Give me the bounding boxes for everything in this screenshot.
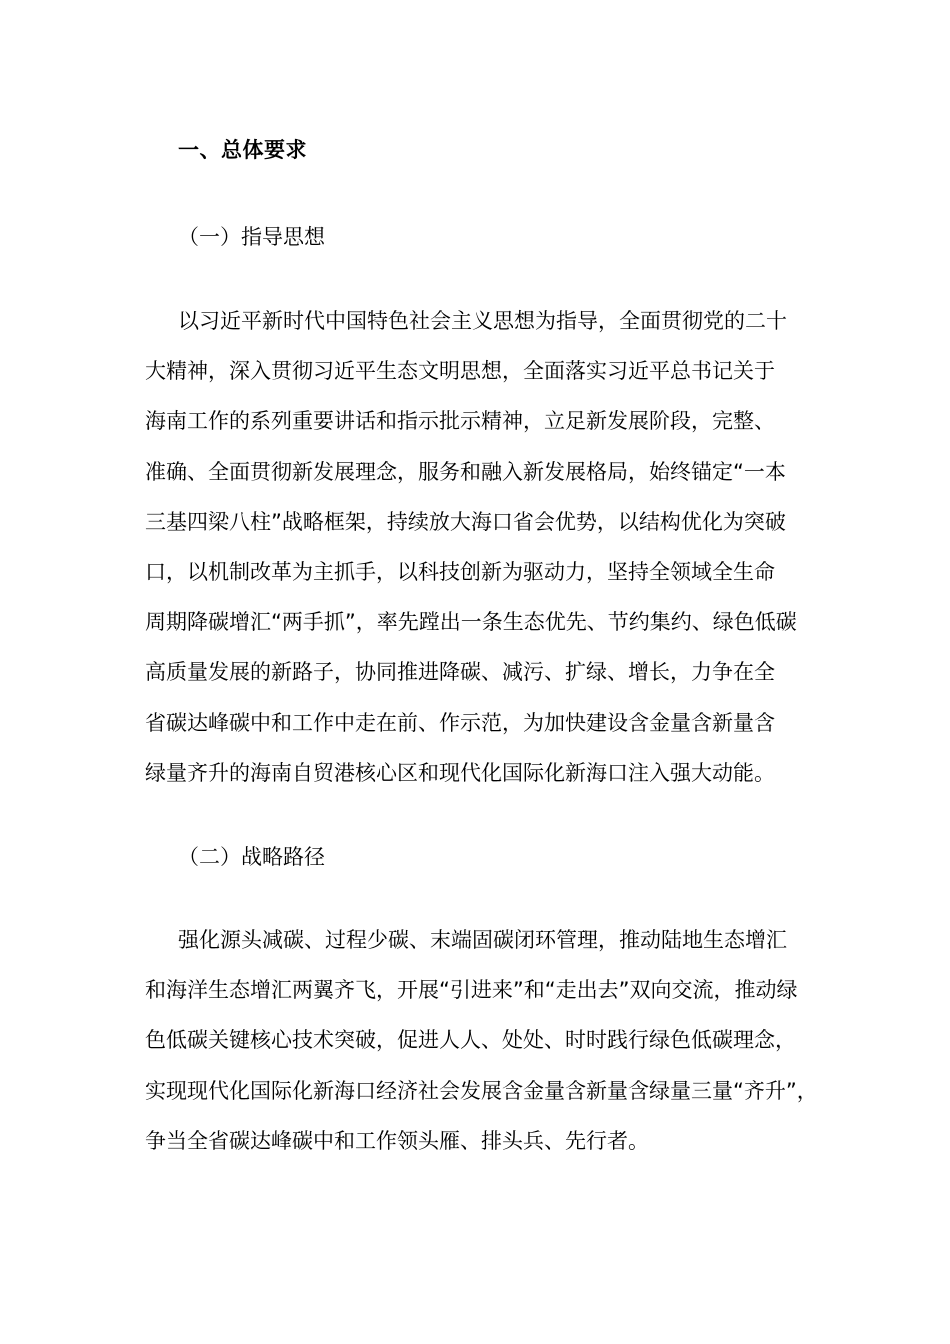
- text-line: 和海洋生态增汇两翼齐飞，开展“引进来”和“走出去”双向交流，推动绿: [145, 978, 798, 1003]
- text-line: 绿量齐升的海南自贸港核心区和现代化国际化新海口注入强大动能。: [145, 760, 775, 785]
- paragraph-guiding-ideology: [145, 296, 835, 798]
- paragraph-strategic-path: [145, 915, 835, 1166]
- text-line: 口，以机制改革为主抓手，以科技创新为驱动力，坚持全领域全生命: [145, 559, 775, 584]
- subsection-heading-strategic-path: （二）战略路径: [178, 845, 325, 869]
- text-line: 准确、全面贯彻新发展理念，服务和融入新发展格局，始终锚定“一本: [145, 459, 786, 484]
- subsection-heading-guiding-ideology: （一）指导思想: [178, 225, 325, 249]
- text-line: 高质量发展的新路子，协同推进降碳、减污、扩绿、增长，力争在全: [145, 660, 775, 685]
- section-heading: 一、总体要求: [178, 138, 307, 162]
- text-line: 实现现代化国际化新海口经济社会发展含金量含新量含绿量三量“齐升”，: [145, 1078, 818, 1103]
- text-line: 周期降碳增汇“两手抓”，率先蹚出一条生态优先、节约集约、绿色低碳: [145, 610, 797, 635]
- text-line: 色低碳关键核心技术突破，促进人人、处处、时时践行绿色低碳理念，: [145, 1028, 796, 1053]
- text-line: 大精神，深入贯彻习近平生态文明思想，全面落实习近平总书记关于: [145, 359, 775, 384]
- text-line: 强化源头减碳、过程少碳、末端固碳闭环管理，推动陆地生态增汇: [178, 928, 787, 952]
- text-line: 海南工作的系列重要讲话和指示批示精神，立足新发展阶段，完整、: [145, 409, 775, 434]
- text-line: 以习近平新时代中国特色社会主义思想为指导，全面贯彻党的二十: [178, 309, 787, 333]
- text-line: 争当全省碳达峰碳中和工作领头雁、排头兵、先行者。: [145, 1128, 649, 1153]
- text-line: 三基四梁八柱”战略框架，持续放大海口省会优势，以结构优化为突破: [145, 509, 786, 534]
- text-line: 省碳达峰碳中和工作中走在前、作示范，为加快建设含金量含新量含: [145, 710, 775, 735]
